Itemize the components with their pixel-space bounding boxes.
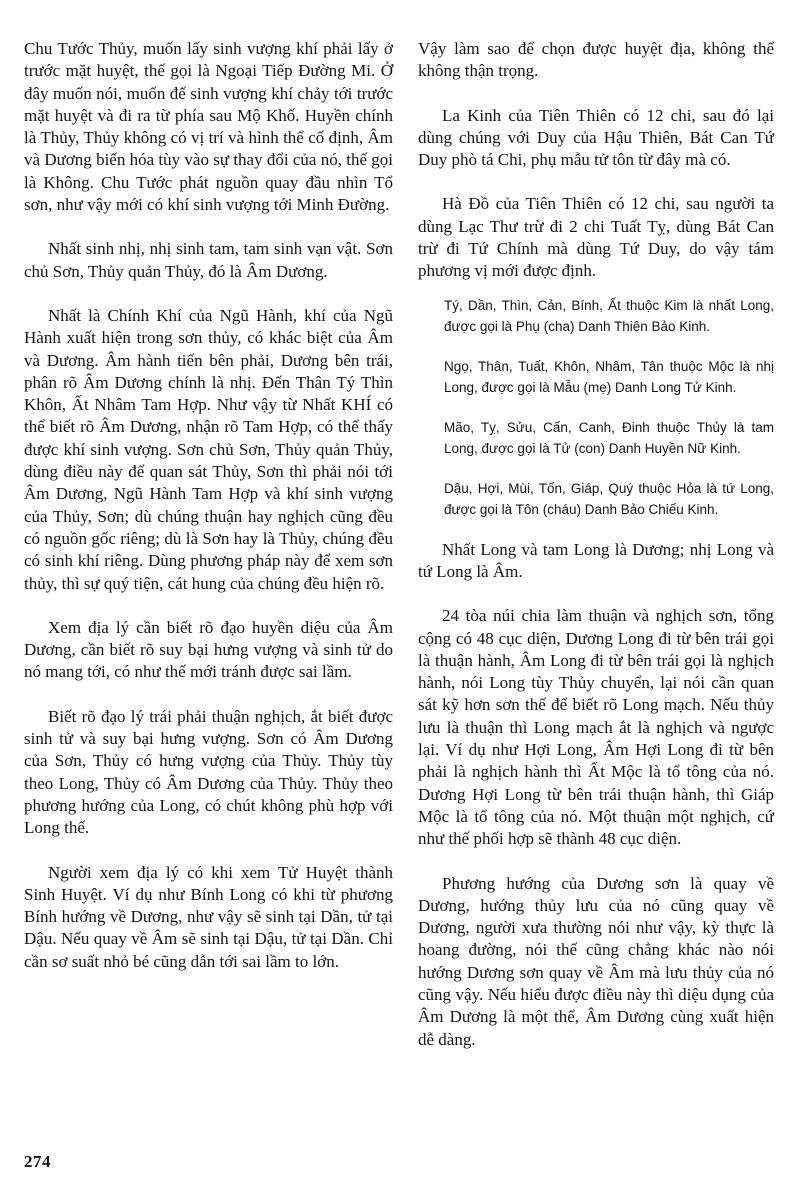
list-item: Ngọ, Thân, Tuất, Khôn, Nhâm, Tân thuộc Mộc là nhị Long, được gọi là Mẫu (mẹ) Danh Long Tử Kinh.: [444, 358, 774, 396]
paragraph: Chu Tước Thủy, muốn lấy sinh vượng khí phải lấy ở trước mặt huyệt, thế gọi là Ngoại Tiếp Đường Mi. Ở đây muốn nói, muốn để sinh vượng khí chảy tới trước mặt huyệt và đi ra từ phía sau Mộ Khố. Huyền chính là Thủy, Thủy không có vị trí và hình thể cố định, Âm và Dương biến hóa tùy vào sự thay đổi của nó, thế gọi là Không. Chu Tước phát nguồn quay đầu nhìn Tổ sơn, như vậy mới có khí sinh vượng tới Minh Đường.: [24, 39, 393, 215]
paragraph: Nhất sinh nhị, nhị sinh tam, tam sinh vạn vật. Sơn chủ Sơn, Thủy quản Thủy, đó là Âm Dương.: [24, 239, 393, 281]
paragraph: Vậy làm sao để chọn được huyệt địa, không thể không thận trọng.: [418, 39, 774, 81]
paragraph: Xem địa lý cần biết rõ đạo huyền diệu của Âm Dương, cần biết rõ suy bại hưng vượng và sinh tử do nó mang tới, có như thế mới tránh được sai lầm.: [24, 617, 393, 682]
paragraph: Phương hướng của Dương sơn là quay về Dương, hướng thủy lưu của nó cũng quay về Dương, người xưa thường nói như vậy, kỳ thực là hoang đường, nói thế cũng chẳng khác nào nói hướng Dương sơn quay về Âm mà lưu thủy của nó cũng vậy. Nếu hiểu được điều này thì diệu dụng của Âm Dương là một thể, Âm Dương cùng xuất hiện dễ dàng.: [418, 873, 774, 1049]
paragraph: 24 tòa núi chia làm thuận và nghịch sơn, tổng cộng có 48 cục diện, Dương Long đi từ bên trái gọi là thuận hành, Âm Long đi từ bên trái gọi là nghịch hành, nói Long tùy Thủy chuyển, lại nói cần quan sát kỹ hơn sơn thế để biết rõ Long mạch. Nếu thủy lưu là thuận thì Long mạch ắt là nghịch và ngược lại. Ví dụ như Hợi Long, Âm Hợi Long đi từ bên phải là nghịch hành thì Ất Mộc là tổ tông của nó. Dương Hợi Long từ bên trái thuận hành, thì Giáp Mộc là tổ tông của nó. Một thuận một nghịch, cứ như thế phối hợp sẽ thành 48 cục diện.: [418, 606, 774, 849]
list-item: Tý, Dần, Thìn, Cản, Bính, Ất thuộc Kim là nhất Long, được gọi là Phụ (cha) Danh Thiên Bảo Kinh.: [444, 297, 774, 335]
paragraph: Nhất Long và tam Long là Dương; nhị Long và tứ Long là Âm.: [418, 539, 774, 581]
paragraph: La Kinh của Tiên Thiên có 12 chi, sau đó lại dùng chúng với Duy của Hậu Thiên, Bát Can Tứ Duy phò tá Chi, phụ mẫu tử tôn từ đây mà có.: [418, 105, 774, 170]
paragraph: Người xem địa lý có khi xem Tử Huyệt thành Sinh Huyệt. Ví dụ như Bính Long có khi từ phương Bính hướng về Dương, như vậy sẽ sinh tại Dần, tử tại Dậu. Nếu quay về Âm sẽ sinh tại Dậu, tử tại Dần. Chỉ cần sơ suất nhỏ bé cũng dẫn tới sai lầm to lớn.: [24, 862, 393, 971]
left-column: [24, 38, 393, 995]
paragraph: Biết rõ đạo lý trái phải thuận nghịch, ắt biết được sinh tử và suy bại hưng vượng. Sơn có Âm Dương của Sơn, Thủy có hưng vượng của Thủy. Thủy tùy theo Long, Thủy có Âm Dương của Thủy. Thủy theo phương hướng của Long, có chút không phù hợp với Long thế.: [24, 706, 393, 838]
paragraph: Nhất là Chính Khí của Ngũ Hành, khí của Ngũ Hành xuất hiện trong sơn thủy, có khác biệt của Âm và Dương. Âm hành tiến bên phải, Dương bên trái, phân rõ Âm Dương chính là nhị. Đến Thân Tý Thìn Khôn, Ất Nhâm Tam Hợp. Như vậy từ Nhất KHÍ có thể biết rõ Âm Dương, nhận rõ Tam Hợp, có thể thấy được khí sinh vượng. Sơn chủ Sơn, Thủy quản Thủy, dùng điều này để quan sát Thủy, Sơn thì phải nói tới Âm Dương, Ngũ Hành Tam Hợp và khí sinh vượng của Thủy, Sơn; dù chúng thuận hay nghịch cũng đều có nguồn gốc riêng; dù là Sơn hay là Thủy, chúng đều có sinh khí riêng. Dùng phương pháp này để xem sơn thủy, thì sự quý tiện, cát hung của chúng đều hiện rõ.: [24, 305, 393, 593]
dragon-list: [418, 295, 774, 521]
page-number: 274: [24, 1152, 51, 1171]
list-item: Mão, Tỵ, Sửu, Cấn, Canh, Đinh thuộc Thủy là tam Long, được gọi là Tử (con) Danh Huyền Nữ Kinh.: [444, 419, 774, 457]
list-item: Dậu, Hợi, Mùi, Tốn, Giáp, Quý thuộc Hỏa là tứ Long, được gọi là Tôn (cháu) Danh Bảo Chiếu Kinh.: [444, 480, 774, 518]
right-column: [418, 38, 774, 1073]
paragraph: Hà Đồ của Tiên Thiên có 12 chi, sau người ta dùng Lạc Thư trừ đi 2 chi Tuất Tỵ, dùng Bát Can trừ đi Tứ Chính mà dùng Tứ Duy, do vậy tám phương vị mới được định.: [418, 194, 774, 281]
